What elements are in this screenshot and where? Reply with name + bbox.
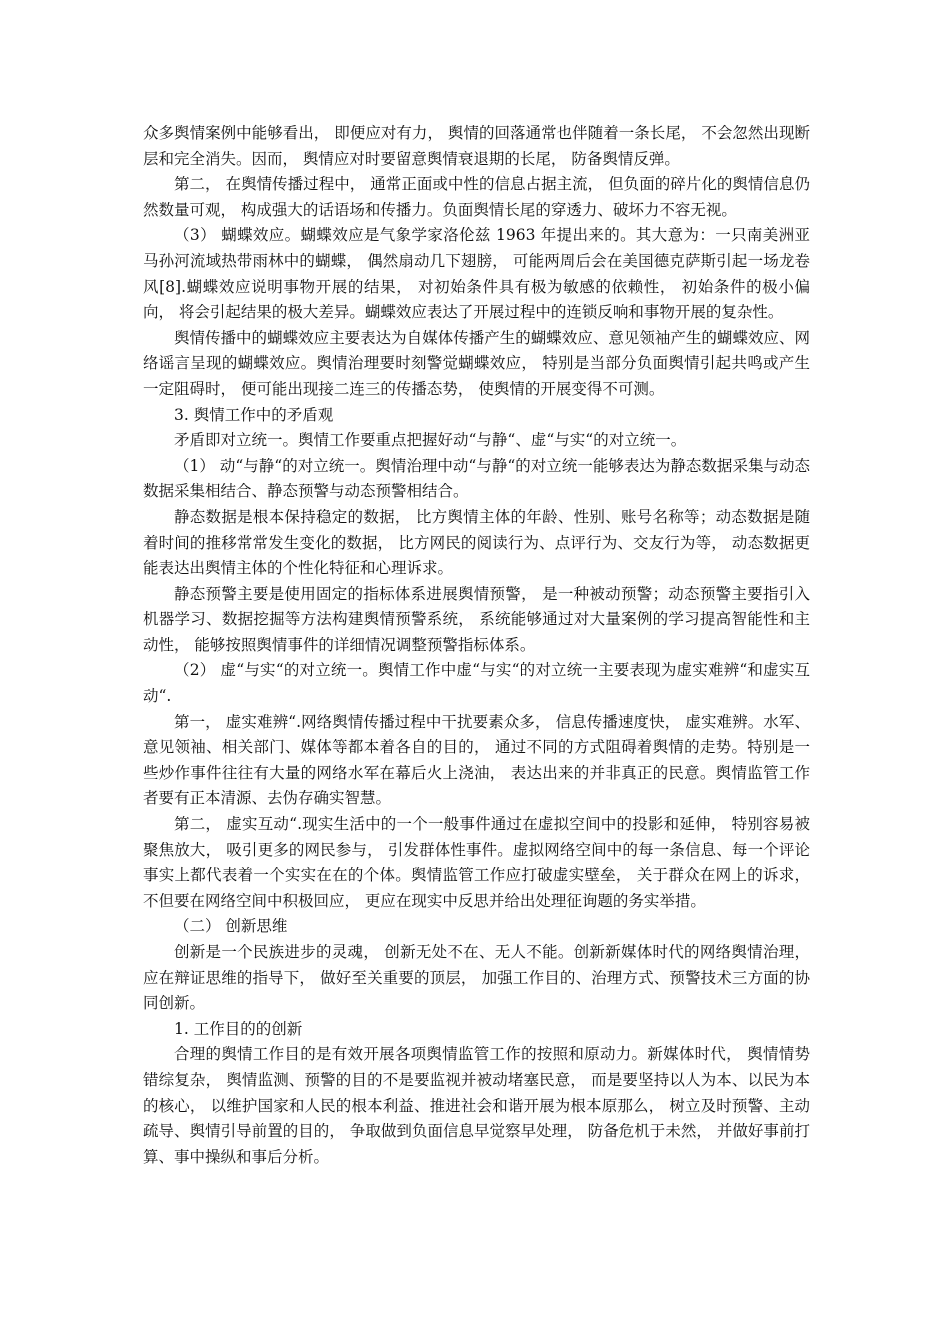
paragraph: （2） 虚“与实“的对立统一。舆情工作中虚“与实“的对立统一主要表现为虚实难辨“和虚实互动“. bbox=[143, 661, 810, 706]
section-heading: （二） 创新思维 bbox=[174, 917, 288, 936]
paragraph: （3） 蝴蝶效应。蝴蝶效应是气象学家洛伦兹 1963 年提出来的。其大意为：一只南美洲亚马孙河流域热带雨林中的蝴蝶， 偶然扇动几下翅膀， 可能两周后会在美国德克萨斯引起一场龙卷风[8].蝴蝶效应说明事物开展的结果， 对初始条件具有极为敏感的依赖性， 初始条件的极小偏向， 将会引起结果的极大差异。蝴蝶效应表达了开展过程中的连锁反响和事物开展的复杂性。 bbox=[143, 226, 810, 322]
paragraph: 第二， 在舆情传播过程中， 通常正面或中性的信息占据主流， 但负面的碎片化的舆情信息仍然数量可观， 构成强大的话语场和传播力。负面舆情长尾的穿透力、破坏力不容无视。 bbox=[143, 175, 810, 219]
paragraph: 矛盾即对立统一。舆情工作要重点把握好动“与静“、虚“与实“的对立统一。 bbox=[174, 431, 687, 450]
paragraph: 第一， 虚实难辨“.网络舆情传播过程中干扰要素众多， 信息传播速度快， 虚实难辨。水军、意见领袖、相关部门、媒体等都本着各自的目的， 通过不同的方式阻碍着舆情的走势。特别是一些炒作事件往往有大量的网络水军在幕后火上浇油， 表达出来的并非真正的民意。舆情监管工作者要有正本清源、去伪存确实智慧。 bbox=[143, 712, 810, 808]
paragraph: （1） 动“与静“的对立统一。舆情治理中动“与静“的对立统一能够表达为静态数据采集与动态数据采集相结合、静态预警与动态预警相结合。 bbox=[143, 456, 810, 501]
paragraph: 舆情传播中的蝴蝶效应主要表达为自媒体传播产生的蝴蝶效应、意见领袖产生的蝴蝶效应、网络谣言呈现的蝴蝶效应。舆情治理要时刻警觉蝴蝶效应， 特别是当部分负面舆情引起共鸣或产生一定阻碍时， 便可能出现接二连三的传播态势， 使舆情的开展变得不可测。 bbox=[143, 328, 810, 398]
paragraph: 静态数据是根本保持稳定的数据， 比方舆情主体的年龄、性别、账号名称等；动态数据是随着时间的推移常常发生变化的数据， 比方网民的阅读行为、点评行为、交友行为等， 动态数据更能表达出舆情主体的个性化特征和心理诉求。 bbox=[143, 507, 810, 578]
section-heading: 1. 工作目的的创新 bbox=[174, 1019, 303, 1038]
paragraph: 第二， 虚实互动“.现实生活中的一个一般事件通过在虚拟空间中的投影和延伸， 特别容易被聚焦放大， 吸引更多的网民参与， 引发群体性事件。虚拟网络空间中的每一条信息、每一个评论事实上都代表着一个实实在在的个体。舆情监管工作应打破虚实壁垒， 关于群众在网上的诉求， 不但要在网络空间中积极回应， 更应在现实中反思并给出处理征询题的务实举措。 bbox=[143, 815, 810, 910]
paragraph: 众多舆情案例中能够看出， 即便应对有力， 舆情的回落通常也伴随着一条长尾， 不会忽然出现断层和完全消失。因而， 舆情应对时要留意舆情衰退期的长尾， 防备舆情反弹。 bbox=[143, 124, 810, 168]
paragraph: 合理的舆情工作目的是有效开展各项舆情监管工作的按照和原动力。新媒体时代， 舆情情势错综复杂， 舆情监测、预警的目的不是要监视并被动堵塞民意， 而是要坚持以人为本、以民为本的核心， 以维护国家和人民的根本利益、推进社会和谐开展为根本原那么， 树立及时预警、主动疏导、舆情引导前置的目的， 争取做到负面信息早觉察早处理， 防备危机于未然， 并做好事前打算、事中操纵和事后分析。 bbox=[143, 1045, 810, 1166]
paragraph: 创新是一个民族进步的灵魂， 创新无处不在、无人不能。创新新媒体时代的网络舆情治理， 应在辩证思维的指导下， 做好至关重要的顶层， 加强工作目的、治理方式、预警技术三方面的协同创新。 bbox=[143, 943, 810, 1013]
section-heading: 3. 舆情工作中的矛盾观 bbox=[174, 405, 334, 424]
document-page bbox=[143, 121, 810, 1170]
paragraph: 静态预警主要是使用固定的指标体系进展舆情预警， 是一种被动预警；动态预警主要指引入机器学习、数据挖掘等方法构建舆情预警系统， 系统能够通过对大量案例的学习提高智能性和主动性， 能够按照舆情事件的详细情况调整预警指标体系。 bbox=[143, 584, 810, 654]
